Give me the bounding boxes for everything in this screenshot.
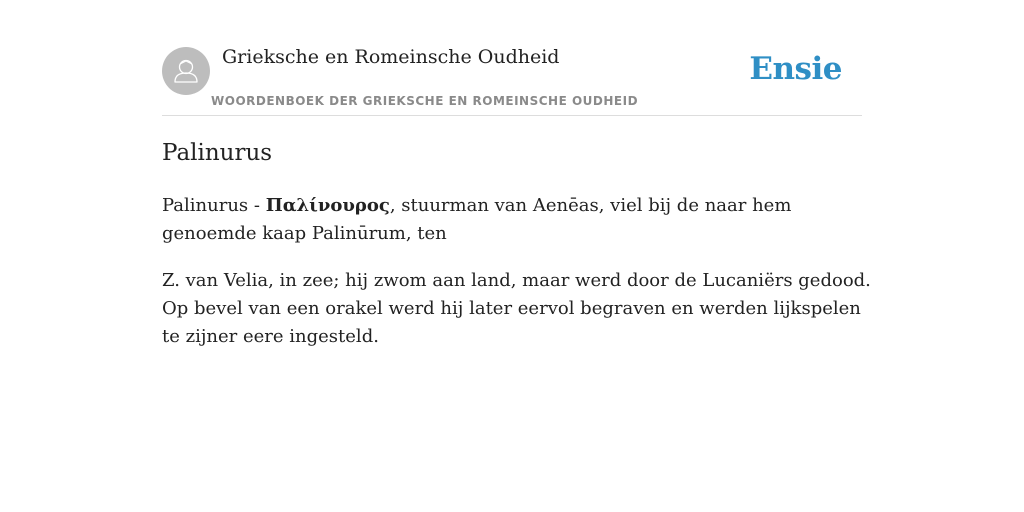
- brand-logo[interactable]: Ensie: [749, 51, 842, 87]
- book-subtitle: WOORDENBOEK DER GRIEKSCHE EN ROMEINSCHE OUDHEID: [211, 94, 639, 108]
- avatar[interactable]: [162, 47, 210, 95]
- greek-term: Παλίνουρος: [265, 195, 390, 216]
- book-title-link[interactable]: Grieksche en Romeinsche Oudheid: [222, 46, 560, 68]
- entry-paragraph-2: Z. van Velia, in zee; hij zwom aan land, maar werd door de Lucaniërs gedood. Op bevel van een orakel werd hij later eervol begraven en werden lijkspelen te zijner eere ingesteld.: [162, 270, 871, 347]
- entry-title: Palinurus: [162, 140, 273, 166]
- entry-text: , stuurman van Aenēas, viel bij de naar hem genoemde kaap Palinūrum, ten: [162, 195, 792, 244]
- entry-term: Palinurus -: [162, 195, 266, 216]
- page-header: [162, 40, 862, 116]
- entry-body: [162, 192, 872, 370]
- entry-paragraph-1: [162, 192, 872, 248]
- user-icon: [162, 47, 210, 95]
